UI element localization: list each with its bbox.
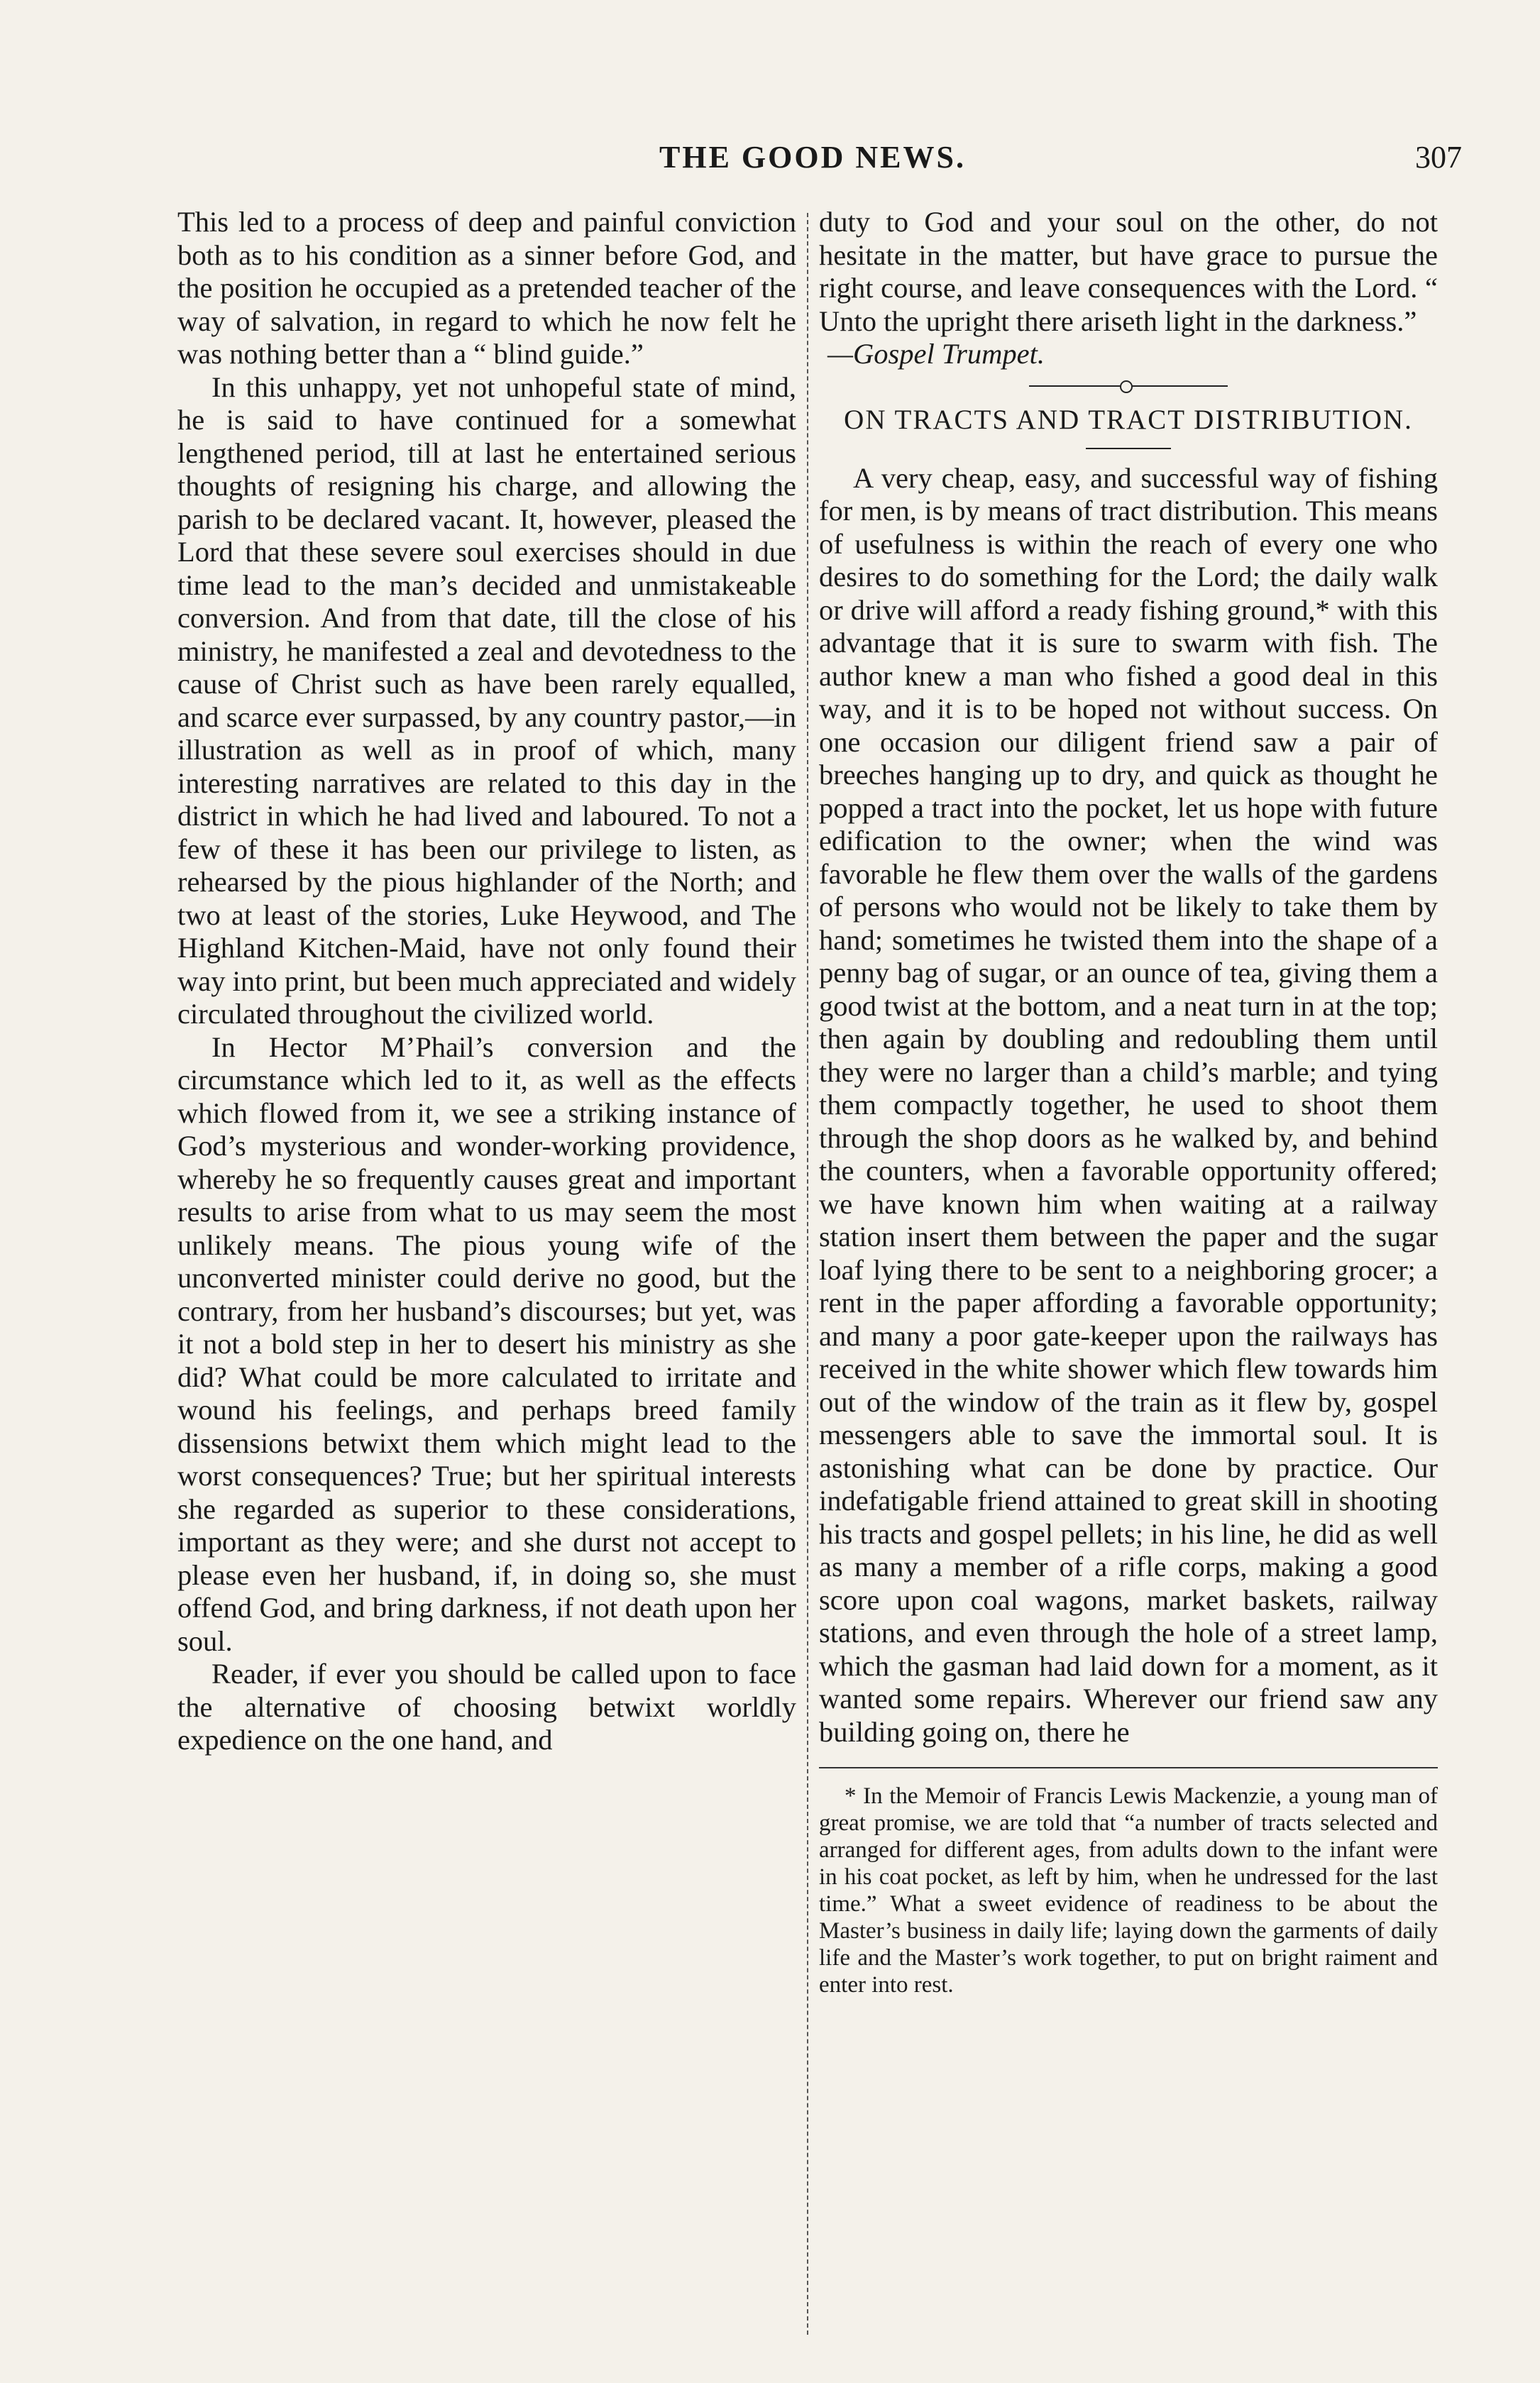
attribution: —Gospel Trumpet. [827, 338, 1045, 370]
page-number: 307 [1415, 140, 1462, 175]
paragraph-continuation: duty to God and your soul on the other, do not hesitate in the matter, but have grace to pursue the right course, and leave consequences with the Lord. “ Unto the upright there ariseth light in the darkness.” [819, 206, 1438, 337]
page-title: THE GOOD NEWS. [659, 140, 966, 175]
running-head [163, 139, 1462, 182]
paragraph: A very cheap, easy, and successful way of fishing for men, is by means of tract distribution. This means of usefulness is within the reach of every one who desires to do something for the Lord; the daily walk or drive will afford a ready fishing ground,* with this advantage that it is sure to swarm with fish. The author knew a man who fished a good deal in this way, and it is to be hoped not without success. On one occasion our diligent friend saw a pair of breeches hanging up to dry, and quick as thought he popped a tract into the pocket, let us hope with future edification to the owner; when the wind was favorable he flew them over the walls of the gardens of persons who would not be likely to take them by hand; sometimes he twisted them into the shape of a penny bag of sugar, or an ounce of tea, giving them a good twist at the bottom, and a neat turn in at the top; then again by doubling and redoubling them until they were no larger than a child’s marble; and tying them compactly together, he used to shoot them through the shop doors as he walked by, and behind the counters, when a favorable opportunity offered; we have known him when waiting at a railway station insert them between the paper and the sugar loaf lying there to be sent to a neighboring grocer; a rent in the paper affording a favorable opportunity; and many a poor gate-keeper upon the railways has received in the white shower which flew towards him out of the window of the train as it flew by, gospel messengers able to save the immortal soul. It is astonishing what can be done by practice. Our indefatigable friend attained to great skill in shooting his tracts and gospel pellets; in his line, he did as well as many a member of a rifle corps, making a good score upon coal wagons, market baskets, railway stations, and even through the hole of a street lamp, which the gasman had laid down for a moment, as it wanted some repairs. Wherever our friend saw any building going on, there he [819, 461, 1438, 1748]
right-column [819, 206, 1438, 1998]
column-divider [807, 213, 808, 2335]
ornamental-divider [1029, 385, 1228, 387]
paragraph: In this unhappy, yet not unhopeful state of mind, he is said to have continued for a somewhat lengthened period, till at last he entertained serious thoughts of resigning his charge, and allowing the parish to be declared vacant. It, however, pleased the Lord that these severe soul exercises should in due time lead to the man’s decided and unmistakeable conversion. And from that date, till the close of his ministry, he manifested a zeal and devotedness to the cause of Christ such as have been rarely equalled, and scarce ever surpassed, by any country pastor,—in illustration as well as in proof of which, many interesting narratives are related to this day in the district in which he had lived and laboured. To not a few of these it has been our privilege to listen, as rehearsed by the pious highlander of the North; and two at least of the stories, Luke Heywood, and The Highland Kitchen-Maid, have not only found their way into print, but been much appreciated and widely circulated throughout the civilized world. [177, 370, 796, 1030]
heading-rule [1086, 448, 1171, 449]
footnote-rule [819, 1767, 1438, 1768]
paragraph: In Hector M’Phail’s conversion and the circumstance which led to it, as well as the effects which flowed from it, we see a striking instance of God’s mysterious and wonder-working providence, whereby he so frequently causes great and important results to arise from what to us may seem the most unlikely means. The pious young wife of the unconverted minister could derive no good, but the contrary, from her husband’s discourses; but yet, was it not a bold step in her to desert his ministry as she did? What could be more calculated to irritate and wound his feelings, and perhaps breed family dissensions betwixt them which might lead to the worst consequences? True; but her spiritual interests she regarded as superior to these considerations, important as they were; and she durst not accept to please even her husband, if, in doing so, she must offend God, and bring darkness, if not death upon her soul. [177, 1030, 796, 1657]
section-heading: ON TRACTS AND TRACT DISTRIBUTION. [844, 404, 1413, 435]
left-column [177, 206, 796, 1757]
paragraph: Reader, if ever you should be called upon to face the alternative of choosing betwixt worldly expedience on the one hand, and [177, 1658, 796, 1756]
paragraph: This led to a process of deep and painful conviction both as to his condition as a sinner before God, and the position he occupied as a pretended teacher of the way of salvation, in regard to which he now felt he was nothing better than a “ blind guide.” [177, 206, 796, 370]
footnote: * In the Memoir of Francis Lewis Mackenzie, a young man of great promise, we are told that “a number of tracts selected and arranged for different ages, from adults down to the infant were in his coat pocket, as left by him, when he undressed for the last time.” What a sweet evidence of readiness to be about the Master’s business in daily life; laying down the garments of daily life and the Master’s work together, to put on bright raiment and enter into rest. [819, 1783, 1438, 1998]
